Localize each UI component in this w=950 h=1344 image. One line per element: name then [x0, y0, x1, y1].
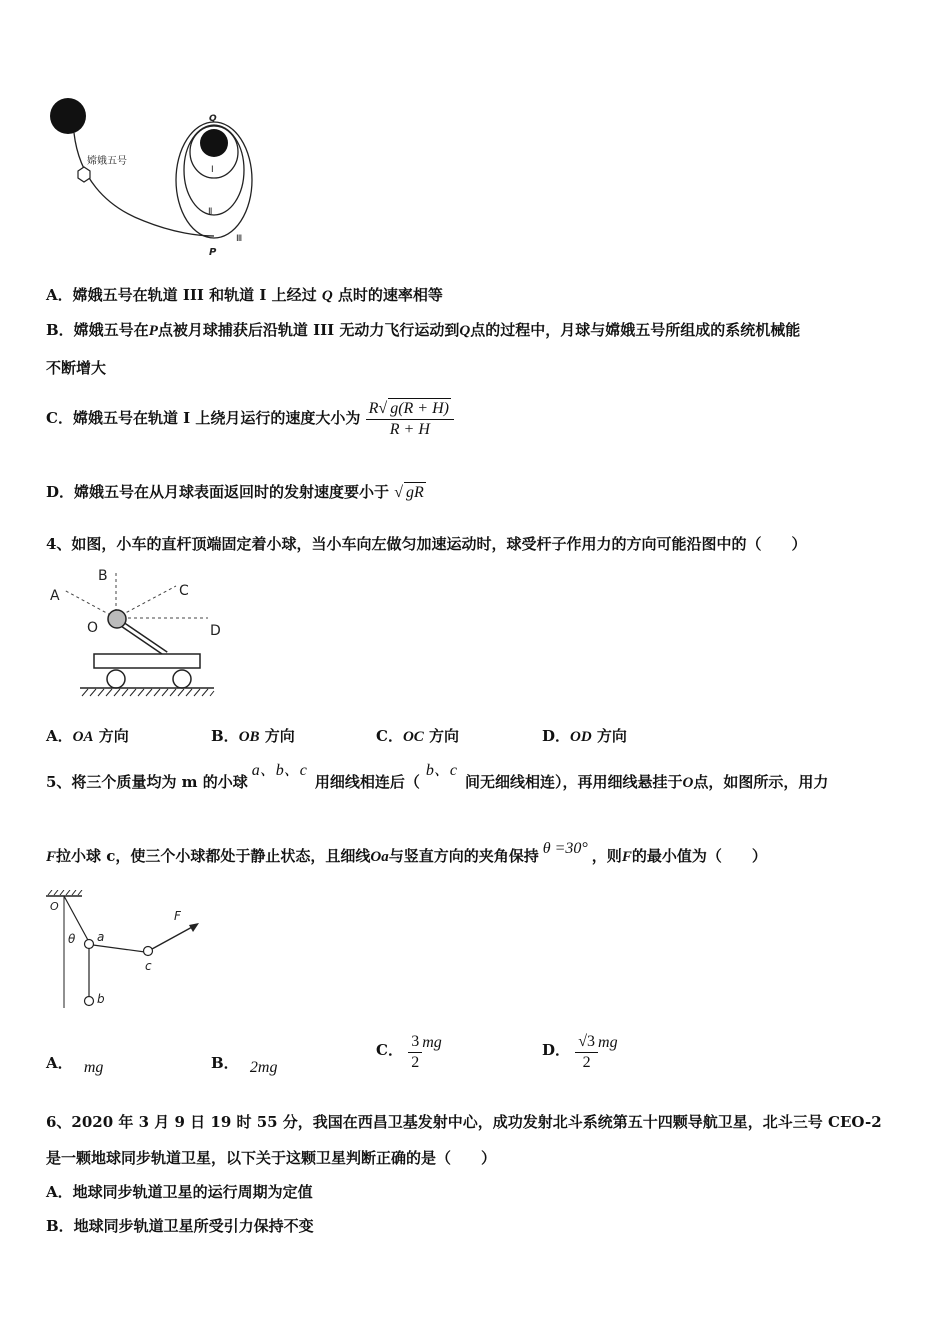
cart-label-b: B: [98, 568, 108, 584]
q3-option-b-mid1: 点被月球捕获后沿轨道 III 无动力飞行运动到: [157, 321, 460, 339]
q3-option-d: [46, 482, 426, 503]
orbit-two-label: Ⅱ: [208, 207, 213, 217]
cart-label-a: A: [50, 588, 60, 604]
q3-option-c: [46, 394, 454, 442]
ball-a: [85, 940, 94, 949]
q6-stem-line1: 6、2020 年 3 月 9 日 19 时 55 分，我国在西昌卫基发射中心，成功发射北斗系统第五十四颗导航卫星，北斗三号 CEO-2: [46, 1113, 882, 1131]
cart-dash-oa: [64, 590, 116, 618]
orbit-three-label: Ⅲ: [236, 234, 243, 244]
q5-l2-d: 的最小值为（ ）: [631, 847, 767, 865]
q4-option-a-var: OA: [72, 729, 94, 745]
transfer-trajectory: [74, 133, 214, 236]
q3-option-c-denominator: R + H: [389, 421, 430, 438]
q5-option-d-num: √3: [575, 1032, 598, 1053]
q5-option-d: [542, 1032, 618, 1073]
ball-b: [85, 997, 94, 1006]
pendulum-label-f: F: [174, 909, 181, 923]
q5-option-c: [376, 1032, 442, 1073]
q5-option-b: [211, 1053, 277, 1074]
q4-option-d: [542, 726, 627, 747]
q5-l1-b: 用细线相连后（: [314, 773, 420, 791]
q4-option-d-text: 方向: [596, 727, 627, 745]
q3-option-a-prefix: A．嫦娥五号在轨道 III 和轨道 I 上经过: [46, 286, 317, 304]
q5-l1-o: O: [682, 775, 694, 791]
q3-option-c-text: C．嫦娥五号在轨道 I 上绕月运行的速度大小为: [46, 409, 361, 427]
point-q-label: Q: [209, 114, 217, 124]
q3-option-b-mid2: 点的过程中，月球与嫦娥五号所组成的系统机械能: [470, 321, 801, 339]
q4-option-d-letter: D．: [542, 727, 571, 745]
q5-stem-line1: [46, 762, 829, 793]
q4-option-b-letter: B．: [211, 727, 239, 745]
cart-wheel-left: [107, 670, 125, 688]
q3-option-c-num-radicand: g(R + H): [390, 400, 449, 417]
q5-l2-theta: θ =30°: [542, 840, 588, 857]
q5-l1-balls: a、b、c: [251, 762, 307, 779]
q6-option-b: B．地球同步轨道卫星所受引力保持不变: [46, 1217, 314, 1235]
cart-label-d: D: [210, 623, 221, 639]
q3-option-a: [46, 285, 443, 306]
earth-disc: [50, 98, 86, 134]
cart-label-c: C: [179, 583, 189, 599]
q3-option-b-p: P: [148, 323, 158, 339]
ball-c: [144, 947, 153, 956]
q3-option-b-prefix: B．嫦娥五号在: [46, 321, 149, 339]
q5-option-a-letter: A．: [46, 1054, 73, 1072]
q4-option-c-var: OC: [402, 729, 424, 745]
q5-option-c-letter: C．: [376, 1040, 403, 1059]
q4-option-c: [376, 726, 459, 747]
q5-option-d-letter: D．: [542, 1040, 571, 1059]
point-p-label: P: [209, 247, 217, 258]
force-arrowhead: [189, 923, 199, 932]
pendulum-figure: [44, 890, 214, 1015]
q4-option-b: [211, 726, 295, 747]
q5-option-d-den: 2: [582, 1054, 591, 1071]
q3-option-d-radicand: gR: [406, 484, 424, 501]
cart-wheel-right: [173, 670, 191, 688]
pendulum-label-o: O: [50, 900, 59, 913]
q3-option-a-suffix: 点时的速率相等: [337, 286, 443, 304]
cart-rod-inner: [122, 624, 166, 654]
q5-l2-b: 与竖直方向的夹角保持: [388, 847, 539, 865]
q5-option-b-value: 2mg: [249, 1059, 278, 1076]
q5-option-a-value: mg: [83, 1059, 104, 1076]
pendulum-label-theta: θ: [68, 932, 76, 946]
pendulum-label-a: a: [97, 930, 105, 944]
q3-option-d-sqrt: √ gR: [394, 484, 424, 501]
q5-l1-bc: b、c: [425, 762, 457, 779]
cart-ground-hatch: [82, 689, 214, 696]
orbit-one-label: Ⅰ: [211, 165, 214, 175]
q6-stem-line2: 是一颗地球同步轨道卫星，以下关于这颗卫星判断正确的是（ ）: [46, 1149, 497, 1167]
q4-option-c-letter: C．: [376, 727, 403, 745]
q4-option-b-text: 方向: [264, 727, 295, 745]
q4-option-c-text: 方向: [429, 727, 460, 745]
q5-l2-a: 拉小球 c，使三个小球都处于静止状态，且细线: [56, 847, 371, 865]
q6-option-a: A．地球同步轨道卫星的运行周期为定值: [46, 1183, 313, 1201]
craft-icon: [78, 167, 90, 182]
q5-option-c-den: 2: [411, 1054, 420, 1071]
q5-option-c-suffix: mg: [422, 1033, 442, 1051]
q5-l2-c: ，则: [591, 847, 622, 865]
q3-option-c-fraction: [366, 398, 454, 440]
q5-l2-f2: F: [621, 849, 632, 865]
q3-option-b-line2: 不断增大: [46, 359, 107, 377]
pendulum-label-c: c: [145, 959, 152, 973]
orbit-figure: [44, 96, 264, 266]
q3-option-c-num-r: R: [368, 400, 379, 417]
q5-l1-c: 间无细线相连），再用细线悬挂于: [465, 773, 683, 791]
q3-option-b-q: Q: [459, 323, 471, 339]
craft-label: 嫦娥五号: [87, 156, 127, 167]
q4-option-b-var: OB: [238, 729, 260, 745]
cart-figure: [44, 562, 224, 704]
q4-option-a-letter: A．: [46, 727, 73, 745]
cart-dash-oc: [116, 586, 176, 618]
q5-option-c-fraction: [408, 1032, 422, 1073]
q5-option-a: [46, 1053, 103, 1074]
pendulum-label-b: b: [97, 992, 105, 1006]
cart-body: [94, 654, 200, 668]
ceiling-hatch: [48, 890, 82, 895]
q4-option-a-text: 方向: [98, 727, 129, 745]
force-arrow: [152, 926, 194, 949]
q5-option-b-letter: B．: [211, 1054, 239, 1072]
q4-option-a: [46, 726, 129, 747]
q5-option-d-suffix: mg: [598, 1033, 618, 1051]
q5-l2-f: F: [46, 849, 57, 865]
q4-option-d-var: OD: [570, 729, 592, 745]
q3-option-b-line1: [46, 320, 800, 341]
q5-option-d-fraction: [575, 1032, 598, 1073]
cart-ball: [108, 610, 126, 628]
cart-label-o: O: [87, 620, 99, 636]
string-ac: [93, 945, 145, 952]
q4-stem: 4、如图，小车的直杆顶端固定着小球，当小车向左做匀加速运动时，球受杆子作用力的方向可能沿图中的（ ）: [46, 535, 807, 553]
q5-option-c-num: 3: [408, 1032, 422, 1053]
q3-option-d-text: D．嫦娥五号在从月球表面返回时的发射速度要小于: [46, 483, 390, 501]
q3-option-c-numerator: R√ g(R + H): [366, 398, 454, 420]
q5-l2-oa: Oa: [370, 849, 389, 865]
q5-l1-a: 5、将三个质量均为 m 的小球: [46, 773, 248, 791]
moon-disc: [200, 129, 228, 157]
q5-stem-line2: [46, 840, 767, 867]
q5-l1-d: 点，如图所示，用力: [693, 773, 829, 791]
q3-option-a-q: Q: [321, 288, 333, 304]
